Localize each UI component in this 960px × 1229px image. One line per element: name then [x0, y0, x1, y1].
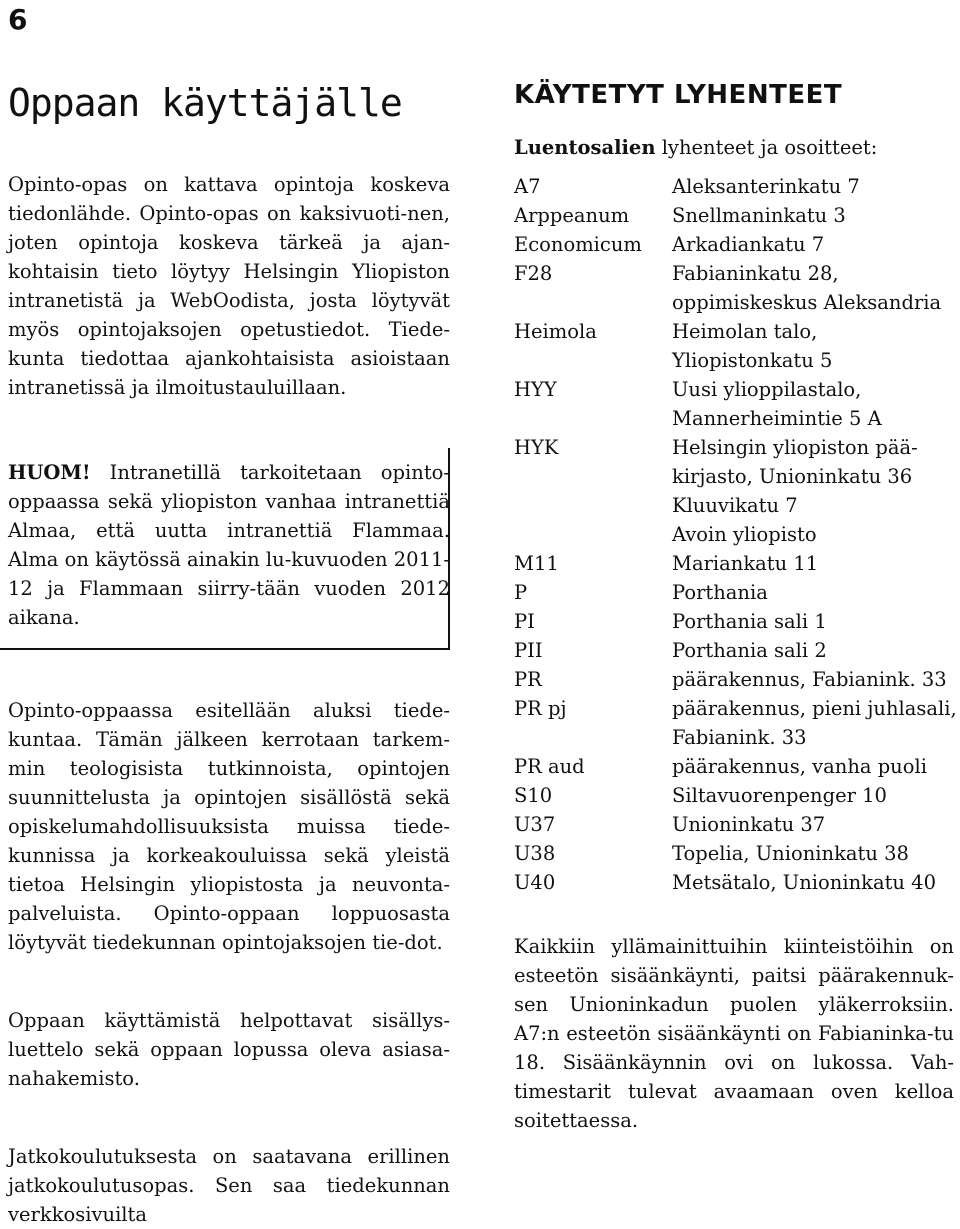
abbreviation-address: Helsingin yliopiston pää- kirjasto, Unioninkatu 36 Kluuvikatu 7 Avoin yliopisto — [672, 436, 918, 546]
abbreviations-intro-rest: lyhenteet ja osoitteet: — [655, 136, 878, 159]
abbreviation-row — [514, 230, 960, 259]
abbreviation-address: Mariankatu 11 — [672, 552, 819, 575]
notice-label: HUOM! — [8, 461, 91, 484]
abbreviation-row — [514, 781, 960, 810]
abbreviation-row — [514, 578, 960, 607]
abbreviation-row — [514, 810, 960, 839]
abbreviation-code: Economicum — [514, 233, 642, 256]
accessibility-paragraph: Kaikkiin yllämainittuihin kiinteistöihin on esteetön sisäänkäynti, paitsi päärakennuk-sen Unioninkadun puolen yläkerroksiin. A7:n esteetön sisäänkäynti on Fabianinka-tu 18. Sisäänkäynnin ovi on lukossa. Vah-timestarit tulevat avaamaan oven kelloa soitettaessa. — [514, 935, 954, 1132]
abbreviation-address: Porthania — [672, 581, 768, 604]
abbreviation-address: Porthania sali 1 — [672, 610, 827, 633]
continuing-education-paragraph: Jatkokoulutuksesta on saatavana erillinen jatkokoulutusopas. Sen saa tiedekunnan verkkosivuilta — [8, 1145, 450, 1226]
abbreviations-list — [514, 172, 960, 897]
abbreviation-address: Arkadiankatu 7 — [672, 233, 825, 256]
abbreviation-row — [514, 868, 960, 897]
abbreviation-address: päärakennus, pieni juhlasali, Fabianink. 33 — [672, 697, 957, 749]
abbreviation-address: Aleksanterinkatu 7 — [672, 175, 860, 198]
abbreviation-row — [514, 433, 960, 549]
notice-paragraph — [8, 458, 450, 632]
abbreviation-address: Unioninkatu 37 — [672, 813, 826, 836]
page-number: 6 — [8, 3, 28, 36]
abbreviation-row — [514, 375, 960, 433]
abbreviation-code: P — [514, 581, 528, 604]
abbreviation-code: F28 — [514, 262, 553, 285]
abbreviation-row — [514, 259, 960, 317]
abbreviation-row — [514, 201, 960, 230]
abbreviation-code: PR pj — [514, 697, 567, 720]
abbreviation-row — [514, 839, 960, 868]
abbreviation-address: Topelia, Unioninkatu 38 — [672, 842, 909, 865]
abbreviation-code: M11 — [514, 552, 559, 575]
abbreviation-address: Heimolan talo, Yliopistonkatu 5 — [672, 320, 833, 372]
abbreviation-row — [514, 549, 960, 578]
abbreviation-code: Arppeanum — [514, 204, 630, 227]
abbreviation-code: U40 — [514, 871, 556, 894]
abbreviation-code: HYY — [514, 378, 557, 401]
content-paragraph: Opinto-oppaassa esitellään aluksi tiede-kuntaa. Tämän jälkeen kerrotaan tarkem-min teologisista tutkinnoista, opintojen suunnittelusta ja opintojen sisällöstä sekä opiskelumahdollisuuksista muissa tiede-kunnissa ja korkeakouluissa sekä yleistä tietoa Helsingin yliopistosta ja neuvonta-palveluista. Opinto-oppaan loppuosasta löytyvät tiedekunnan opintojaksojen tie-dot. — [8, 699, 450, 954]
abbreviation-code: PR aud — [514, 755, 585, 778]
abbreviations-heading: KÄYTETYT LYHENTEET — [514, 80, 843, 110]
right-column — [514, 78, 957, 1132]
abbreviation-address: Siltavuorenpenger 10 — [672, 784, 887, 807]
abbreviations-intro — [514, 134, 877, 162]
abbreviation-code: PR — [514, 668, 542, 691]
abbreviation-row — [514, 636, 960, 665]
abbreviation-address: päärakennus, vanha puoli — [672, 755, 927, 778]
abbreviation-code: S10 — [514, 784, 553, 807]
abbreviation-row — [514, 694, 960, 752]
abbreviation-row — [514, 752, 960, 781]
abbreviation-code: HYK — [514, 436, 559, 459]
abbreviation-code: A7 — [514, 175, 541, 198]
abbreviation-address: Metsätalo, Unioninkatu 40 — [672, 871, 936, 894]
left-column — [8, 78, 450, 1226]
abbreviation-code: PII — [514, 639, 543, 662]
abbreviations-intro-bold: Luentosalien — [514, 136, 656, 159]
help-paragraph: Oppaan käyttämistä helpottavat sisällys-luettelo sekä oppaan lopussa oleva asiasa-nahakemisto. — [8, 1009, 450, 1090]
abbreviation-code: U37 — [514, 813, 556, 836]
abbreviation-address: Snellmaninkatu 3 — [672, 204, 846, 227]
abbreviation-row — [514, 607, 960, 636]
abbreviation-row — [514, 172, 960, 201]
abbreviation-code: PI — [514, 610, 535, 633]
notice-text: Intranetillä tarkoitetaan opinto-oppaassa sekä yliopiston vanhaa intranettiä Almaa, että uutta intranettiä Flammaa. Alma on käytössä ainakin lu-kuvuoden 2011-12 ja Flammaan siirry-tään vuoden 2012 aikana. — [8, 461, 450, 629]
abbreviation-address: päärakennus, Fabianink. 33 — [672, 668, 947, 691]
abbreviation-code: Heimola — [514, 320, 597, 343]
abbreviation-row — [514, 317, 960, 375]
abbreviation-address: Fabianinkatu 28, oppimiskeskus Aleksandria — [672, 262, 942, 314]
abbreviation-address: Uusi ylioppilastalo, Mannerheimintie 5 A — [672, 378, 882, 430]
abbreviation-address: Porthania sali 2 — [672, 639, 827, 662]
page-title: Oppaan käyttäjälle — [8, 81, 402, 125]
abbreviation-row — [514, 665, 960, 694]
intro-paragraph: Opinto-opas on kattava opintoja koskeva tiedonlähde. Opinto-opas on kaksivuoti-nen, joten opintoja koskeva tärkeä ja ajan-kohtaisin tieto löytyy Helsingin Yliopiston intranetistä ja WebOodista, josta löytyvät myös opintojaksojen opetustiedot. Tiede-kunta tiedottaa ajankohtaisista asioistaan intranetissä ja ilmoitustauluillaan. — [8, 173, 450, 399]
abbreviation-code: U38 — [514, 842, 556, 865]
